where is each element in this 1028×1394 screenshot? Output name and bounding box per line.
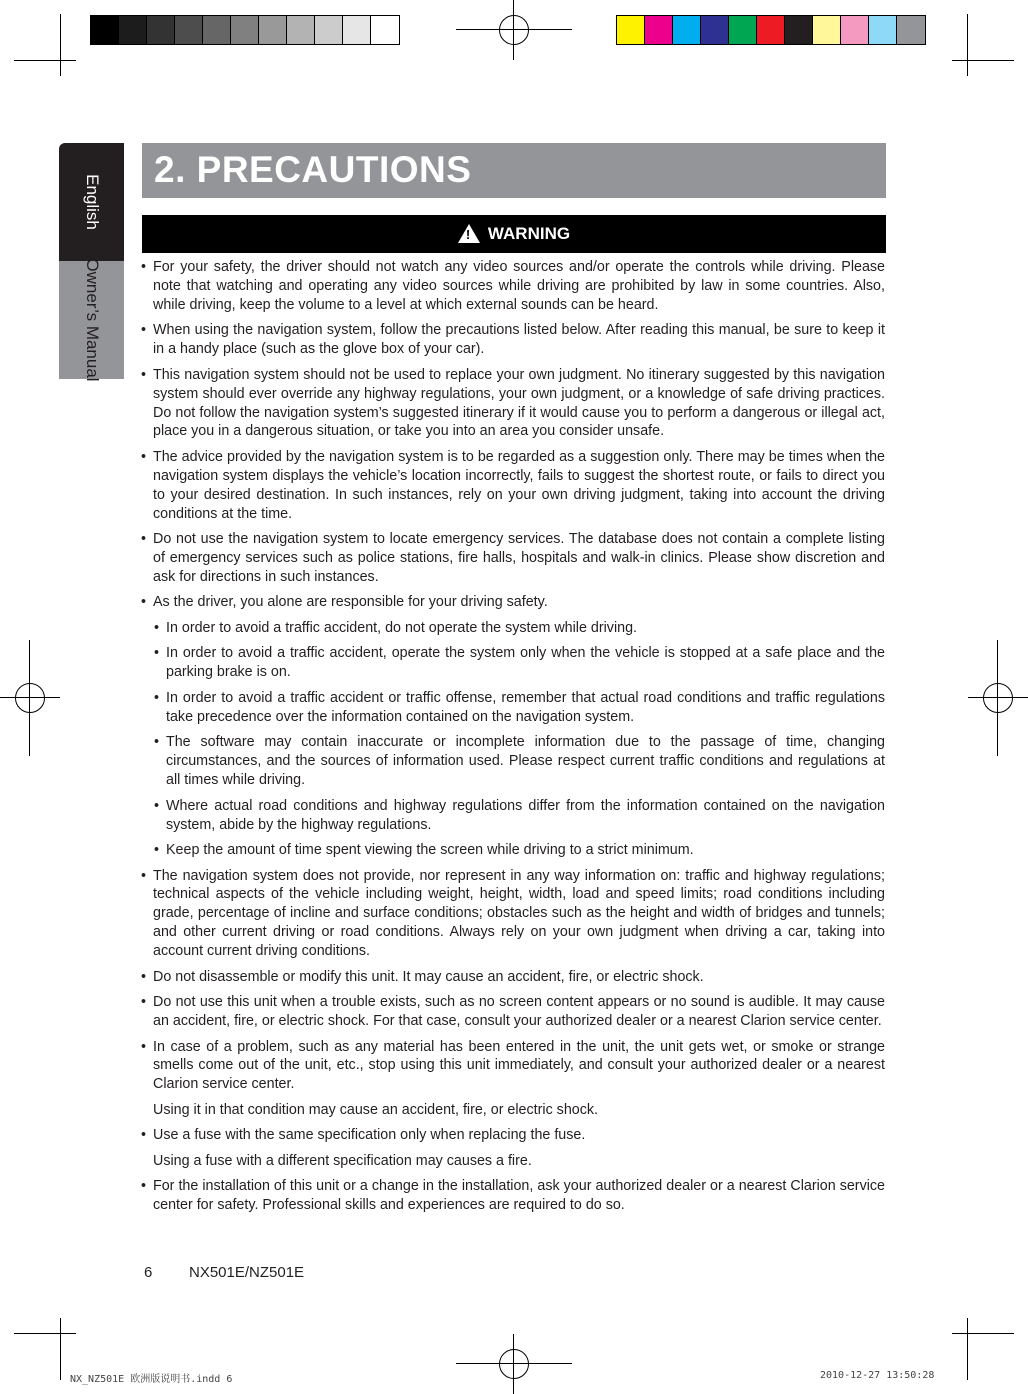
registration-mark-h <box>456 1363 572 1364</box>
color-swatch <box>869 16 897 44</box>
list-item: • Use a fuse with the same specification only when replacing the fuse. <box>141 1126 885 1145</box>
color-swatch <box>673 16 701 44</box>
list-item: • Do not use this unit when a trouble exists, such as no screen content appears or no sound is audible. It may cause an accident, fire, or electric shock. For that case, consult your authorized dealer or a nearest Clarion service center. <box>141 993 885 1031</box>
crop-mark <box>60 1318 61 1380</box>
sub-list-item: • Where actual road conditions and highway regulations differ from the information contained on the navigation system, abide by the highway regulations. <box>154 797 885 835</box>
color-swatch <box>315 16 343 44</box>
list-item: • Do not disassemble or modify this unit. It may cause an accident, fire, or electric shock. <box>141 968 885 987</box>
registration-mark-v <box>997 640 998 756</box>
color-swatch <box>203 16 231 44</box>
list-item: • Do not use the navigation system to locate emergency services. The database does not contain a complete listing of emergency services such as police stations, fire halls, hospitals and walk-in clinics. Please show discretion and ask for directions in such instances. <box>141 530 885 587</box>
color-swatch <box>813 16 841 44</box>
sub-list-item: • In order to avoid a traffic accident, do not operate the system while driving. <box>154 619 885 638</box>
color-swatch <box>259 16 287 44</box>
gray-color-bar <box>90 15 400 45</box>
tab-english <box>59 143 124 261</box>
sub-list-item: • In order to avoid a traffic accident or traffic offense, remember that actual road conditions and traffic regulations take precedence over the information contained on the navigation system. <box>154 689 885 727</box>
color-swatch <box>91 16 119 44</box>
crop-mark <box>60 14 61 76</box>
tab-owners-manual <box>59 258 124 382</box>
color-swatch <box>231 16 259 44</box>
model-name: NX501E/NZ501E <box>189 1264 305 1281</box>
color-swatch <box>757 16 785 44</box>
list-item: • The navigation system does not provide, nor represent in any way information on: traffic and highway regulations; technical aspects of the vehicle including weight, height, width, load and speed limits; road conditions including grade, percentage of incline and surface conditions; obstacles such as the height and width of bridges and tunnels; and other current driving or road conditions. Always rely on your own judgment when driving a car, taking into account current driving conditions. <box>141 867 885 962</box>
color-swatch <box>841 16 869 44</box>
list-item: • In case of a problem, such as any material has been entered in the unit, the unit gets wet, or smoke or strange smells come out of the unit, etc., stop using this unit immediately, and consult your authorized dealer or a nearest Clarion service center. <box>141 1038 885 1095</box>
crop-mark <box>952 1333 1014 1334</box>
color-swatch <box>701 16 729 44</box>
crop-mark <box>967 1318 968 1380</box>
color-swatch <box>371 16 399 44</box>
list-item: • For your safety, the driver should not watch any video sources and/or operate the controls while driving. Please note that watching and operating any video sources while driving are prohibited by law in some countries. Also, while driving, keep the volume to a level at which external sounds can be heard. <box>141 258 885 315</box>
crop-mark <box>952 60 1014 61</box>
warning-triangle-icon <box>458 224 480 243</box>
sub-list-item: • Keep the amount of time spent viewing the screen while driving to a strict minimum. <box>154 841 885 860</box>
registration-mark-v <box>513 0 514 60</box>
warning-bar <box>142 215 886 253</box>
list-item: • As the driver, you alone are responsible for your driving safety. <box>141 593 885 612</box>
timestamp-slug: 2010-12-27 13:50:28 <box>820 1370 935 1381</box>
registration-mark-h <box>456 29 572 30</box>
crop-mark <box>14 1333 76 1334</box>
list-item: • This navigation system should not be used to replace your own judgment. No itinerary suggested by this navigation system should ever override any highway regulations, your own judgment, or a knowledge of safe driving practices. Do not follow the navigation system’s suggested itinerary if it would cause you to perform a dangerous or illegal act, place you in a dangerous situation, or take you into an area you consider unsafe. <box>141 366 885 442</box>
color-swatch <box>617 16 645 44</box>
list-item-note: Using it in that condition may cause an accident, fire, or electric shock. <box>153 1101 599 1118</box>
sub-list-item: • In order to avoid a traffic accident, operate the system only when the vehicle is stopped at a safe place and the parking brake is on. <box>154 644 885 682</box>
registration-mark-v <box>513 1334 514 1394</box>
section-header <box>142 143 886 198</box>
process-color-bar <box>616 15 926 45</box>
crop-mark <box>967 14 968 76</box>
color-swatch <box>897 16 925 44</box>
registration-mark-v <box>29 640 30 756</box>
registration-mark <box>983 683 1013 713</box>
color-swatch <box>785 16 813 44</box>
precautions-list <box>141 258 885 1222</box>
sub-list-item: • The software may contain inaccurate or incomplete information due to the passage of time, changing circumstances, and the sources of information used. Please respect current traffic conditions and regulations at all times while driving. <box>154 733 885 790</box>
list-item: • The advice provided by the navigation system is to be regarded as a suggestion only. There may be times when the navigation system displays the vehicle’s location incorrectly, fails to suggest the shortest route, or fails to direct you to your desired destination. In such instances, rely on your own driving judgment, taking into account the driving conditions at the time. <box>141 448 885 524</box>
color-swatch <box>147 16 175 44</box>
color-swatch <box>343 16 371 44</box>
page-title: 2. PRECAUTIONS <box>154 149 472 190</box>
list-item: • For the installation of this unit or a change in the installation, ask your authorized dealer or a nearest Clarion service center for safety. Professional skills and experiences are required to do so. <box>141 1177 885 1215</box>
color-swatch <box>645 16 673 44</box>
warning-label: WARNING <box>487 224 571 243</box>
crop-mark <box>14 60 76 61</box>
file-slug: NX_NZ501E 欧洲版说明书.indd 6 <box>70 1374 233 1385</box>
registration-mark-h <box>0 697 60 698</box>
page-number: 6 <box>144 1264 153 1281</box>
tab-english-label: English <box>82 174 102 230</box>
color-swatch <box>287 16 315 44</box>
tab-owners-manual-label: Owner’s Manual <box>82 258 102 382</box>
color-swatch <box>175 16 203 44</box>
list-item: • When using the navigation system, follow the precautions listed below. After reading this manual, be sure to keep it in a handy place (such as the glove box of your car). <box>141 321 885 359</box>
color-swatch <box>729 16 757 44</box>
registration-mark <box>499 1349 529 1379</box>
color-swatch <box>119 16 147 44</box>
list-item-note: Using a fuse with a different specification may causes a fire. <box>153 1152 532 1169</box>
registration-mark <box>15 683 45 713</box>
registration-mark <box>499 15 529 45</box>
registration-mark-h <box>968 697 1028 698</box>
